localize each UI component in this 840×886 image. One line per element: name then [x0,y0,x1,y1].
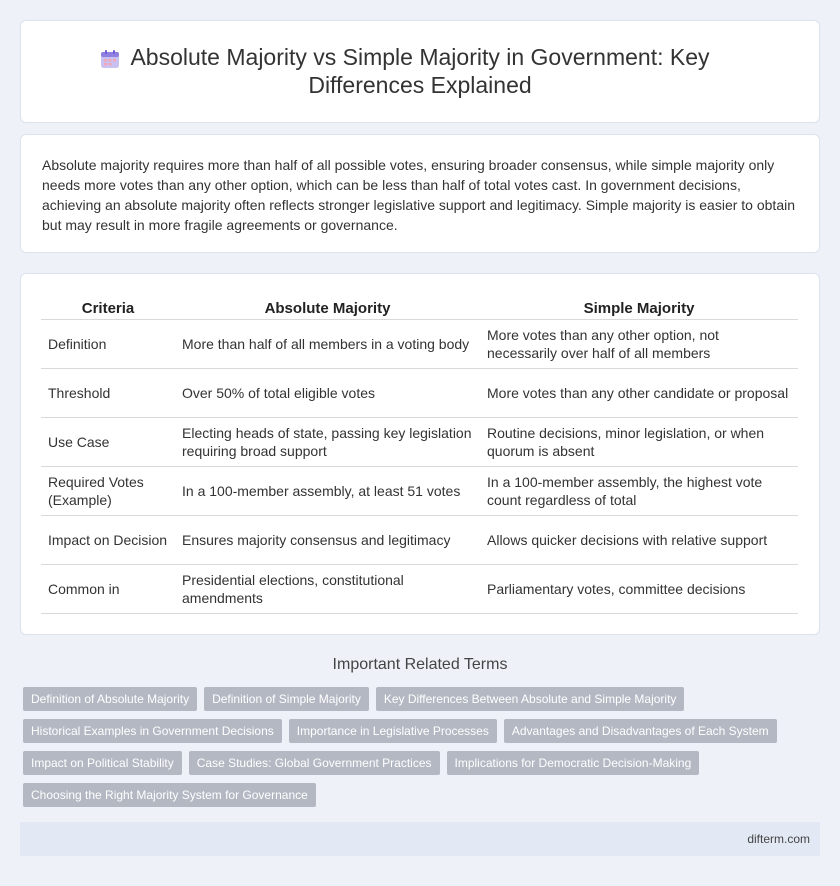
related-terms-title: Important Related Terms [332,656,508,673]
header-absolute: Absolute Majority [175,294,480,319]
related-tag[interactable]: Importance in Legislative Processes [289,719,497,743]
table-cell: Electing heads of state, passing key legislation requiring broad support [175,417,480,466]
table-row [41,319,798,368]
related-tag[interactable]: Historical Examples in Government Decisions [23,719,282,743]
page-title: Absolute Majority vs Simple Majority in Government: Key Differences Explained [130,44,710,98]
header-simple: Simple Majority [480,294,798,319]
table-cell: More votes than any other option, not necessarily over half of all members [480,319,798,368]
table-cell: In a 100-member assembly, the highest vote count regardless of total [480,466,798,515]
table-cell: More votes than any other candidate or proposal [480,368,798,417]
table-cell: Routine decisions, minor legislation, or when quorum is absent [480,417,798,466]
table-cell: Ensures majority consensus and legitimacy [175,515,480,564]
table-row [41,515,798,564]
related-tag[interactable]: Case Studies: Global Government Practices [189,751,440,775]
comparison-card [20,273,820,635]
related-tag[interactable]: Advantages and Disadvantages of Each System [504,719,777,743]
table-cell: In a 100-member assembly, at least 51 votes [175,466,480,515]
footer-site-link[interactable]: difterm.com [747,832,810,846]
table-cell: Required Votes (Example) [41,466,175,515]
table-row [41,564,798,613]
intro-card [20,134,820,253]
table-cell: Common in [41,564,175,613]
table-cell: Use Case [41,417,175,466]
table-cell: More than half of all members in a voting body [175,319,480,368]
header-criteria: Criteria [41,294,175,319]
header-card [20,20,820,123]
comparison-table [41,294,798,614]
related-tag[interactable]: Definition of Absolute Majority [23,687,197,711]
related-tag[interactable]: Impact on Political Stability [23,751,182,775]
table-cell: Threshold [41,368,175,417]
table-header-row [41,294,798,319]
related-tag[interactable]: Definition of Simple Majority [204,687,369,711]
related-terms-list [23,687,783,807]
table-cell: Presidential elections, constitutional amendments [175,564,480,613]
related-tag[interactable]: Choosing the Right Majority System for Governance [23,783,316,807]
table-cell: Parliamentary votes, committee decisions [480,564,798,613]
table-cell: Over 50% of total eligible votes [175,368,480,417]
related-tag[interactable]: Implications for Democratic Decision-Making [447,751,700,775]
intro-text: Absolute majority requires more than half of all possible votes, ensuring broader consensus, while simple majority only needs more votes than any other option, which can be less than half of total votes cast. In government decisions, achieving an absolute majority often reflects stronger legislative support and legitimacy. Simple majority is easier to obtain but may result in more fragile agreements or governance. [42,157,795,233]
table-cell: Allows quicker decisions with relative support [480,515,798,564]
table-row [41,368,798,417]
table-cell: Definition [41,319,175,368]
table-cell: Impact on Decision [41,515,175,564]
table-row [41,417,798,466]
footer [20,822,820,856]
table-row [41,466,798,515]
related-tag[interactable]: Key Differences Between Absolute and Simple Majority [376,687,685,711]
